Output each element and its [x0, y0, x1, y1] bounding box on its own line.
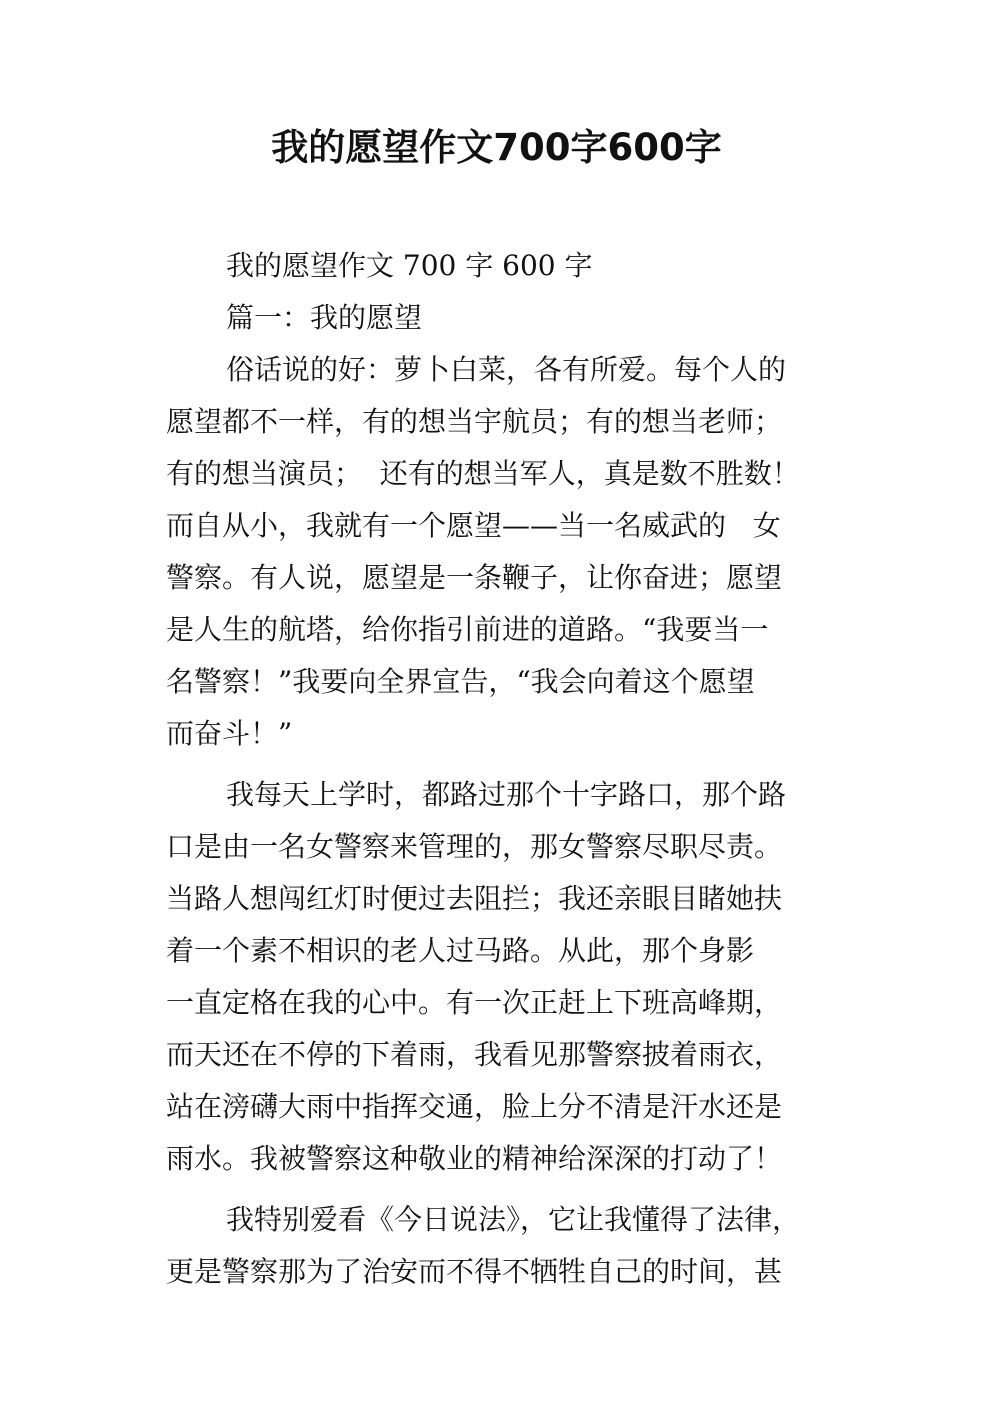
body-line: 警察。有人说，愿望是一条鞭子，让你奋进；愿望: [166, 561, 783, 594]
body-line: 我的愿望作文 700 字 600 字: [226, 249, 593, 282]
body-line: 一直定格在我的心中。有一次正赶上下班高峰期，: [166, 986, 783, 1019]
body-line: 愿望都不一样，有的想当宇航员；有的想当老师；: [166, 405, 783, 438]
document-body: [166, 240, 828, 1298]
body-line: 当路人想闯红灯时便过去阻拦；我还亲眼目睹她扶: [166, 882, 783, 915]
body-line: 篇一：我的愿望: [226, 301, 423, 334]
body-line: 站在滂礴大雨中指挥交通，脸上分不清是汗水还是: [166, 1090, 783, 1123]
body-line: 口是由一名女警察来管理的，那女警察尽职尽责。: [166, 830, 783, 863]
body-line: 雨水。我被警察这种敬业的精神给深深的打动了！: [166, 1142, 783, 1175]
body-line: 名警察！”我要向全界宣告，“我会向着这个愿望: [166, 665, 755, 698]
paragraph-first-line: 我特别爱看《今日说法》，它让我懂得了法律，: [226, 1203, 801, 1236]
document-title: 我的愿望作文700字600字: [271, 126, 722, 169]
paragraph-first-line: 俗话说的好：萝卜白菜，各有所爱。每个人的: [226, 353, 787, 386]
body-line: 而奋斗！”: [166, 717, 293, 750]
body-line: 是人生的航塔，给你指引前进的道路。“我要当一: [166, 613, 769, 646]
body-line: 而自从小，我就有一个愿望——当一名威武的 女: [166, 509, 781, 542]
paragraph-first-line: 我每天上学时，都路过那个十字路口，那个路: [226, 778, 787, 811]
body-line: 有的想当演员； 还有的想当军人，真是数不胜数！: [166, 457, 800, 490]
body-line: 更是警察那为了治安而不得不牺牲自己的时间，甚: [166, 1255, 783, 1288]
body-line: 着一个素不相识的老人过马路。从此，那个身影: [166, 934, 755, 967]
body-line: 而天还在不停的下着雨，我看见那警察披着雨衣，: [166, 1038, 783, 1071]
